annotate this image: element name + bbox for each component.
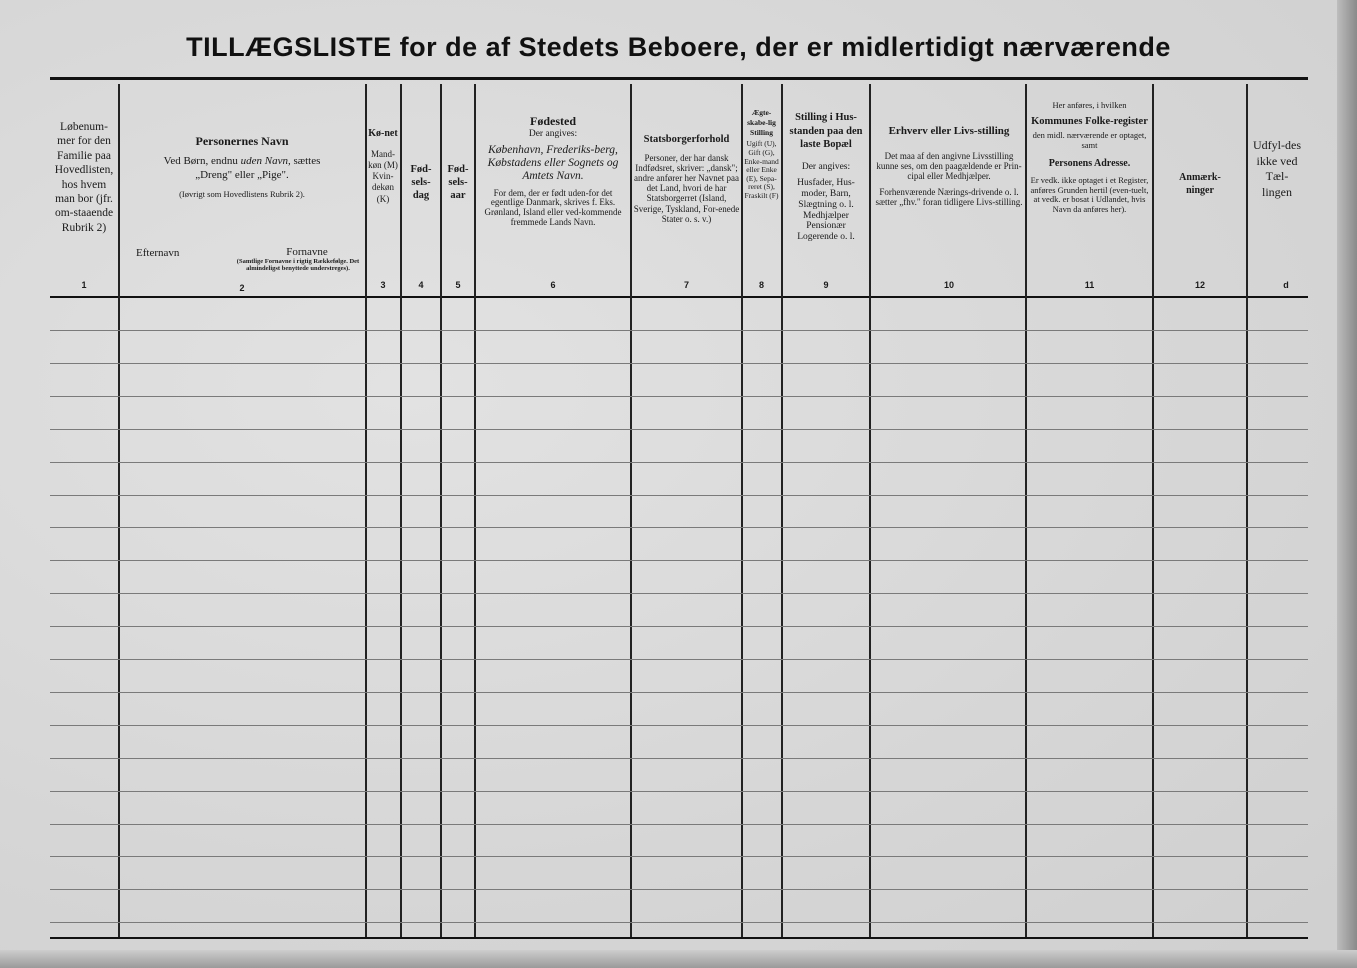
- col6-sub: Der angives:: [528, 129, 578, 139]
- entry-row-line: [50, 626, 1308, 627]
- col3-text: Mand-køn (M) Kvin-dekøn (K): [368, 148, 398, 204]
- col6-number: 6: [550, 280, 556, 290]
- col-divider-2: [365, 84, 367, 937]
- col9-title: Stilling i Hus-standen paa den laste Bopæl: [789, 112, 863, 151]
- col13-header: Udfyl-des ikke ved Tæl-lingen: [1253, 138, 1301, 199]
- col11-pre: Her anføres, i hvilken: [1052, 100, 1127, 110]
- col1-number: 1: [81, 280, 87, 290]
- col11-title: Kommunes Folke-register: [1031, 115, 1148, 127]
- col2-line1-italic: uden Navn,: [240, 155, 291, 167]
- col1-header: Løbenum-mer for den Familie paa Hovedlisten, hos hvem man bor (jfr. om-staaende Rubrik 2): [54, 121, 114, 234]
- col5-header: Fød-sels-aar: [447, 164, 469, 202]
- top-rule: [50, 77, 1308, 80]
- col-divider-3: [400, 84, 402, 937]
- entry-row-line: [50, 593, 1308, 594]
- col2-title: Personernes Navn: [195, 134, 289, 148]
- col12-number: 12: [1194, 280, 1205, 290]
- col13-number: d: [1283, 280, 1289, 290]
- entry-row-line: [50, 429, 1308, 430]
- col7-number: 7: [683, 280, 689, 290]
- col6-note: For dem, der er født uden-for det egentlige Danmark, skrives f. Eks. Grønland, Island eller ved-kommende fremmede Lands Navn.: [484, 187, 622, 228]
- col8-header: [743, 108, 780, 201]
- bottom-rule: [50, 937, 1308, 939]
- col2-fornavne: Fornavne: [286, 246, 328, 258]
- entry-row-line: [50, 396, 1308, 397]
- col-divider-8: [781, 84, 783, 937]
- col3-title: Kø-net: [368, 128, 398, 139]
- col11-number: 11: [1084, 280, 1095, 290]
- col7-title: Statsborgerforhold: [643, 134, 730, 145]
- entry-row-line: [50, 462, 1308, 463]
- col2-number: 2: [239, 283, 245, 293]
- col2-line2: „Dreng" eller „Pige".: [195, 168, 289, 181]
- col2-line1: [122, 155, 362, 169]
- col-divider-11: [1152, 84, 1154, 937]
- col9-header: [785, 111, 867, 243]
- col10-number: 10: [943, 280, 954, 290]
- entry-row-line: [50, 495, 1308, 496]
- col7-text: Personer, der har dansk Indfødsret, skriver: „dansk"; andre anfører her Navnet paa det Land, hvori de har Statsborgerret (Island, Sverige, Tyskland, For-enede Stater o. s. v.): [633, 153, 740, 224]
- col10-header: [875, 124, 1023, 207]
- col5-number: 5: [455, 280, 461, 290]
- col-divider-5: [474, 84, 476, 937]
- entry-row-line: [50, 330, 1308, 331]
- col11-address: Personens Adresse.: [1048, 157, 1131, 169]
- entry-row-line: [50, 725, 1308, 726]
- col6-header: [478, 114, 628, 228]
- col10-title: Erhverv eller Livs-stilling: [888, 125, 1010, 137]
- col8-number: 8: [758, 280, 764, 290]
- entry-row-line: [50, 889, 1308, 890]
- col10-text: Det maa af den angivne Livsstilling kunne ses, om den paagældende er Prin-cipal eller Medhjælper.: [876, 150, 1022, 181]
- col-divider-7: [741, 84, 743, 937]
- col11-header: [1029, 100, 1150, 215]
- col2-efternavn: Efternavn: [136, 247, 180, 259]
- col2-note: (Iøvrigt som Hovedlistens Rubrik 2).: [179, 188, 305, 199]
- col-divider-4: [440, 84, 442, 937]
- entry-row-line: [50, 922, 1308, 923]
- col2-fornavne-note: (Samtlige Fornavne i rigtig Rækkefølge. Det almindeligst benyttede understreges).: [236, 258, 360, 272]
- col8-text: Ugift (U), Gift (G), Enke-mand eller Enke (E), Sepa-reret (S), Fraskilt (F): [744, 139, 779, 200]
- col2-line1-end: sættes: [293, 155, 321, 167]
- col-divider-9: [869, 84, 871, 937]
- col9-sub: Der angives:: [801, 161, 851, 172]
- entry-row-line: [50, 560, 1308, 561]
- col11-note: Er vedk. ikke optaget i et Register, anføres Grunden hertil (even-tuelt, at vedk. er bosat i Udlandet, hvis Navn da anføres her).: [1030, 175, 1149, 214]
- entry-row-line: [50, 363, 1308, 364]
- entry-row-line: [50, 824, 1308, 825]
- col-divider-12: [1246, 84, 1248, 937]
- col4-header: Fød-sels-dag: [410, 164, 432, 202]
- col10-note: Forhenværende Nærings-drivende o. l. sætter „fhv." foran tidligere Livs-stilling.: [875, 187, 1023, 208]
- col6-title: Fødested: [530, 114, 576, 128]
- entry-row-line: [50, 758, 1308, 759]
- entry-row-line: [50, 791, 1308, 792]
- entry-row-line: [50, 692, 1308, 693]
- col2-header: [122, 134, 362, 199]
- col8-title: Ægte-skabe-lig Stilling: [747, 108, 776, 137]
- page-edge-bottom: [0, 950, 1357, 968]
- col3-number: 3: [380, 280, 386, 290]
- col6-places: København, Frederiks-berg, Købstadens eller Sognets og Amtets Navn.: [487, 143, 619, 183]
- col9-text: Husfader, Hus-moder, Barn, Slægtning o. l. Medhjælper Pensionær Logerende o. l.: [797, 177, 855, 243]
- col12-header: Anmærk-ninger: [1179, 172, 1221, 196]
- col-divider-10: [1025, 84, 1027, 937]
- col9-number: 9: [823, 280, 829, 290]
- header-bottom-rule: [50, 296, 1308, 298]
- entry-row-line: [50, 527, 1308, 528]
- form-title: TILLÆGSLISTE for de af Stedets Beboere, der er midlertidigt nærværende: [186, 32, 1171, 62]
- entry-row-line: [50, 659, 1308, 660]
- col2-line1-start: Ved Børn, endnu: [163, 155, 238, 167]
- col3-header: [367, 128, 399, 205]
- col-divider-6: [630, 84, 632, 937]
- col4-number: 4: [418, 280, 424, 290]
- page-edge-right: [1337, 0, 1357, 968]
- col7-header: [633, 133, 740, 224]
- entry-row-line: [50, 856, 1308, 857]
- col11-mid: den midl. nærværende er optaget, samt: [1032, 130, 1147, 150]
- col-divider-1: [118, 84, 120, 937]
